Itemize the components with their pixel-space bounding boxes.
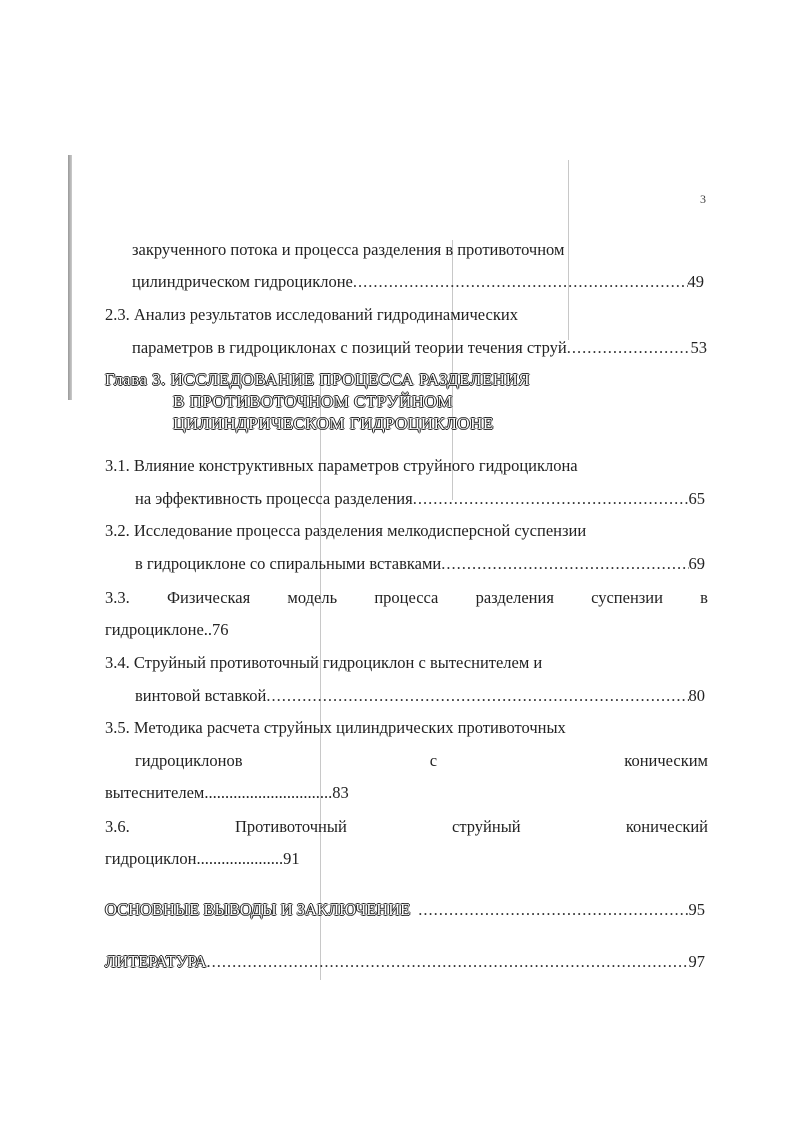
toc-entry-2-2-page: 49 (687, 272, 704, 291)
chapter-3-heading-line2: В ПРОТИВОТОЧНОМ СТРУЙНОМ (173, 392, 453, 411)
toc-entry-3-5-line1: 3.5. Методика расчета струйных цилиндрических противоточных (105, 718, 566, 737)
toc-entry-3-4-line1: 3.4. Струйный противоточный гидроциклон с вытеснителем и (105, 653, 543, 672)
chapter-3-heading-line3: ЦИЛИНДРИЧЕСКОМ ГИДРОЦИКЛОНЕ (173, 414, 494, 433)
toc-entry-3-6-line1 (105, 817, 708, 837)
toc-entry-3-3-line2: гидроциклоне..76 (105, 620, 229, 639)
toc-entry-literature-page: 97 (688, 952, 705, 971)
scan-edge-mark (68, 155, 72, 400)
toc-entry-2-3-line1: 2.3. Анализ результатов исследований гидродинамических (105, 305, 518, 324)
dot-leader (353, 272, 688, 292)
toc-entry-literature-title: ЛИТЕРАТУРА (105, 952, 207, 971)
word: Физическая (166, 588, 251, 607)
toc-entry-3-1-line1: 3.1. Влияние конструктивных параметров струйного гидроциклона (105, 456, 578, 475)
toc-entry-2-3-title: параметров в гидроциклонах с позиций теории течения струй (132, 338, 567, 357)
toc-entry-3-1-page: 65 (688, 489, 705, 508)
toc-entry-3-5-line2 (135, 751, 708, 771)
page-number: 3 (700, 192, 706, 206)
toc-entry-conclusions-title: ОСНОВНЫЕ ВЫВОДЫ И ЗАКЛЮЧЕНИЕ (105, 900, 411, 919)
word: 3.3. (105, 588, 130, 607)
dot-leader (207, 952, 689, 972)
toc-entry-2-2-line1: закрученного потока и процесса разделения в противоточном (132, 240, 565, 259)
word: разделения (475, 588, 554, 607)
toc-entry-3-2-page: 69 (688, 554, 705, 573)
toc-entry-conclusions-page: 95 (688, 900, 705, 919)
toc-entry-3-2-line1: 3.2. Исследование процесса разделения мелкодисперсной суспензии (105, 521, 587, 540)
word: модель (287, 588, 338, 607)
word: 3.6. (105, 817, 130, 836)
toc-entry-3-6-line2: гидроциклон.....................91 (105, 849, 300, 868)
chapter-3-heading-line1: Глава 3. ИССЛЕДОВАНИЕ ПРОЦЕССА РАЗДЕЛЕНИЯ (105, 370, 531, 389)
dot-leader (441, 554, 688, 574)
scan-artifact (568, 160, 569, 340)
toc-entry-3-1-title: на эффективность процесса разделения (135, 489, 413, 508)
word: в (700, 588, 708, 607)
dot-leader (413, 489, 689, 509)
word: процесса (374, 588, 439, 607)
word: гидроциклонов (135, 751, 243, 770)
word: Противоточный (234, 817, 347, 836)
toc-entry-3-5-line3: вытеснителем...............................83 (105, 783, 349, 802)
dot-leader (266, 686, 688, 706)
word: конический (625, 817, 708, 836)
dot-leader (567, 338, 691, 358)
toc-entry-3-4-page: 80 (688, 686, 705, 705)
toc-entry-3-2-title: в гидроциклоне со спиральными вставками (135, 554, 442, 573)
dot-leader (418, 900, 688, 920)
word: коническим (624, 751, 708, 770)
toc-entry-3-3-line1 (105, 588, 708, 608)
word: с (429, 751, 438, 770)
toc-entry-3-4-title: винтовой вставкой (135, 686, 267, 705)
toc-entry-2-2-title: цилиндрическом гидроциклоне (132, 272, 353, 291)
word: суспензии (591, 588, 663, 607)
toc-entry-2-3-page: 53 (690, 338, 707, 357)
word: струйный (452, 817, 521, 836)
